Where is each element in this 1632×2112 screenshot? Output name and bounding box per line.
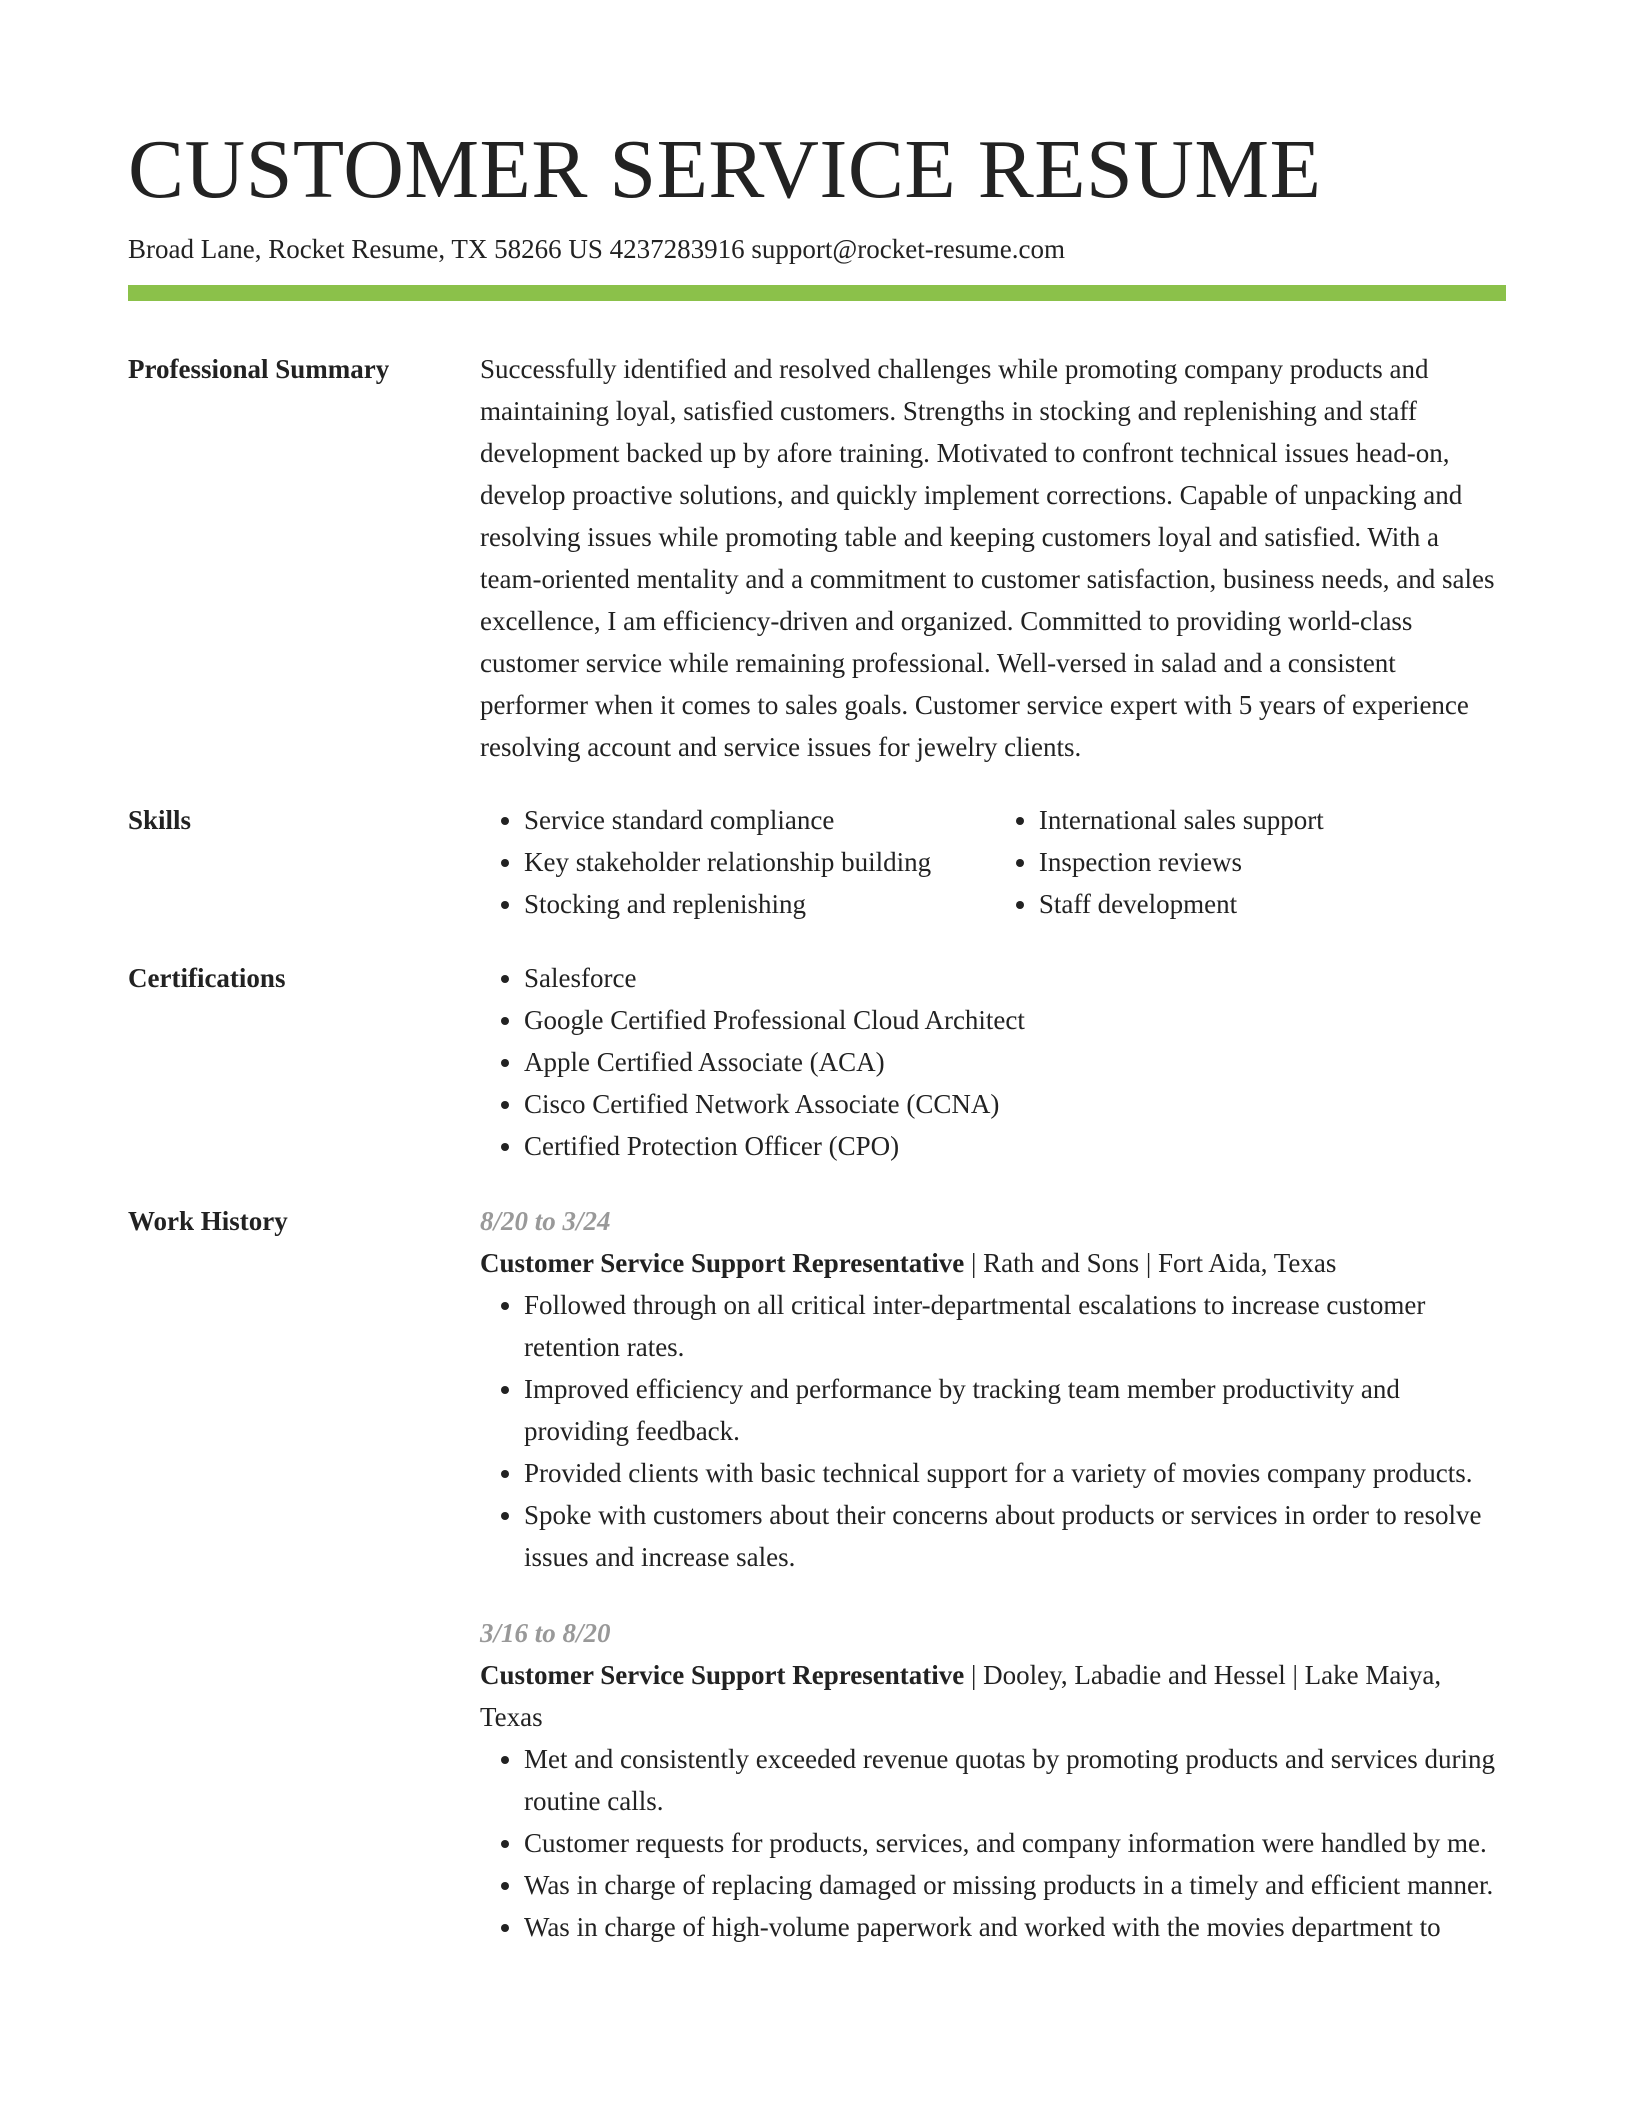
job-details: | Rath and Sons | Fort Aida, Texas: [964, 1248, 1337, 1278]
responsibility-item: • Followed through on all critical inter-departmental escalations to increase customer retention rates.: [524, 1284, 1506, 1368]
summary-text: Successfully identified and resolved challenges while promoting company products and maintaining loyal, satisfied customers. Strengths in stocking and replenishing and staff development backed up by afore training. Motivated to confront technical issues head-on, develop proactive solutions, and quickly implement corrections. Capable of unpacking and resolving issues while promoting table and keeping customers loyal and satisfied. With a team-oriented mentality and a commitment to customer satisfaction, business needs, and sales excellence, I am efficiency-driven and organized. Committed to providing world-class customer service while remaining professional. Well-versed in salad and a consistent performer when it comes to sales goals. Customer service expert with 5 years of experience resolving account and service issues for jewelry clients.: [480, 354, 1495, 762]
summary-heading: Professional Summary: [128, 354, 390, 384]
responsibility-item: • Provided clients with basic technical support for a variety of movies company products.: [524, 1452, 1506, 1494]
skills-column-2: [995, 799, 1506, 925]
job-entry: [480, 1612, 1506, 1948]
skill-item: • Service standard compliance: [524, 799, 995, 841]
responsibility-item: • Improved efficiency and performance by tracking team member productivity and providing feedback.: [524, 1368, 1506, 1452]
job-responsibilities: [480, 1738, 1506, 1948]
job-responsibilities: [480, 1284, 1506, 1578]
skill-item: • International sales support: [1039, 799, 1506, 841]
skills-column-1: [480, 799, 995, 925]
skills-heading: Skills: [128, 805, 192, 835]
job-dates: 8/20 to 3/24: [480, 1206, 611, 1236]
job-title: Customer Service Support Representative: [480, 1248, 965, 1278]
contact-line: Broad Lane, Rocket Resume, TX 58266 US 4237283916 support@rocket-resume.com: [128, 234, 1065, 264]
responsibility-item: • Was in charge of replacing damaged or missing products in a timely and efficient manner.: [524, 1864, 1506, 1906]
responsibility-item: • Was in charge of high-volume paperwork and worked with the movies department to: [524, 1906, 1506, 1948]
certification-item: • Google Certified Professional Cloud Architect: [524, 999, 1506, 1041]
skills-list: [480, 799, 1506, 925]
summary-body: [480, 348, 1506, 768]
certification-item: • Certified Protection Officer (CPO): [524, 1125, 1506, 1167]
job-entry: [480, 1200, 1506, 1578]
skill-item: • Stocking and replenishing: [524, 883, 995, 925]
certification-item: • Cisco Certified Network Associate (CCNA): [524, 1083, 1506, 1125]
header-divider: [128, 285, 1506, 301]
certifications-heading: Certifications: [128, 963, 286, 993]
skill-item: • Staff development: [1039, 883, 1506, 925]
certifications-list: [480, 957, 1506, 1167]
certification-item: • Apple Certified Associate (ACA): [524, 1041, 1506, 1083]
resume-title: CUSTOMER SERVICE RESUME: [128, 123, 1322, 216]
skill-item: • Key stakeholder relationship building: [524, 841, 995, 883]
responsibility-item: • Customer requests for products, services, and company information were handled by me.: [524, 1822, 1506, 1864]
job-title: Customer Service Support Representative: [480, 1660, 965, 1690]
job-heading: [480, 1654, 1506, 1738]
responsibility-item: • Met and consistently exceeded revenue quotas by promoting products and services during routine calls.: [524, 1738, 1506, 1822]
responsibility-item: • Spoke with customers about their concerns about products or services in order to resolve issues and increase sales.: [524, 1494, 1506, 1578]
certification-item: • Salesforce: [524, 957, 1506, 999]
work-history-body: [480, 1200, 1506, 1948]
job-details: | Dooley, Labadie and Hessel | Lake Maiya, Texas: [480, 1660, 1442, 1732]
certifications-body: [480, 957, 1506, 1167]
work-history-heading: Work History: [128, 1206, 288, 1236]
job-heading: [480, 1242, 1506, 1284]
skill-item: • Inspection reviews: [1039, 841, 1506, 883]
job-dates: 3/16 to 8/20: [480, 1618, 611, 1648]
